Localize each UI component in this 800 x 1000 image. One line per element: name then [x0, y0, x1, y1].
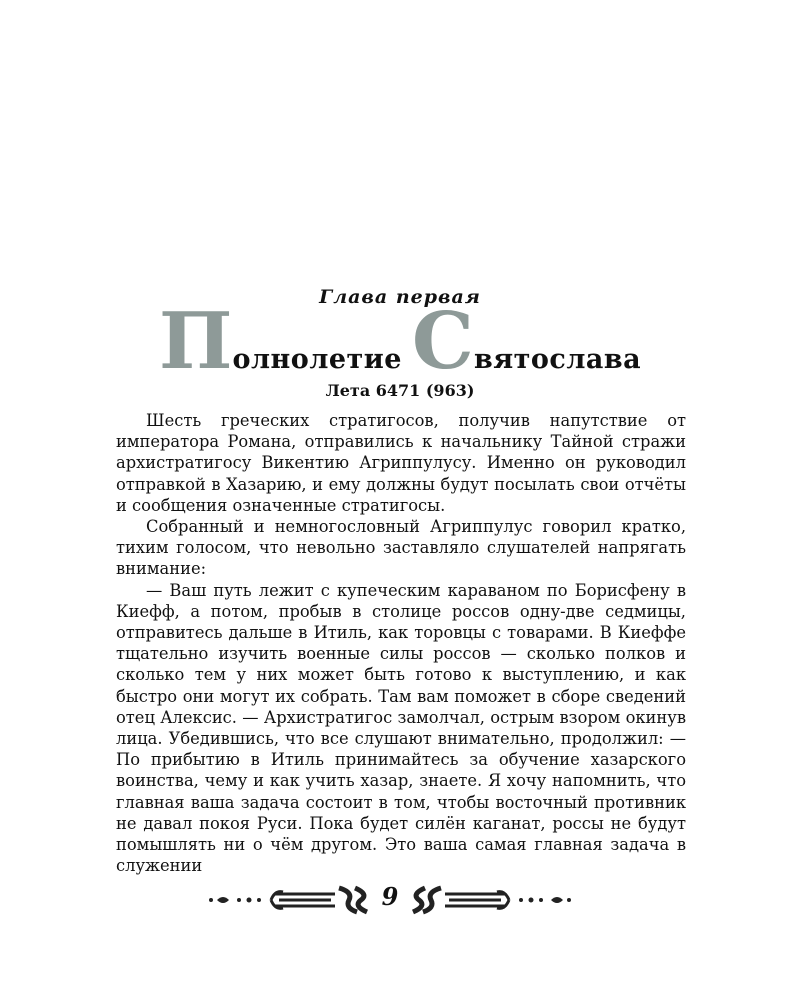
- drop-capital-1: П: [158, 296, 233, 387]
- page-footer: [0, 880, 800, 920]
- drop-capital-2: С: [411, 296, 474, 387]
- body-text: [116, 410, 686, 876]
- page-number: 9: [381, 882, 399, 911]
- chapter-title-part-2: вятослава: [473, 344, 642, 375]
- chapter-label: Глава первая: [319, 286, 481, 308]
- chapter-date: Лета 6471 (963): [325, 381, 475, 400]
- chapter-title-part-1: олнолетие: [232, 344, 412, 375]
- paragraph: Собранный и немногословный Агриппулус говорил кратко, тихим голосом, что невольно заставляло слушателей напрягать внимание:: [116, 517, 686, 579]
- paragraph: — Ваш путь лежит с купеческим караваном по Борисфену в Киефф, а потом, пробыв в столице россов одну-две седмицы, отправитесь дальше в Итиль, как торовцы с товарами. В Киеффе тщательно изучить военные силы россов — сколько полков и сколько тем у них может быть готово к выступлению, и как быстро они могут их собрать. Там вам поможет в сборе сведений отец Алексис. — Архистратигос замолчал, острым взором окинув лица. Убедившись, что все слушают внимательно, продолжил: — По прибытию в Итиль принимайтесь за обучение хазарского воинства, чему и как учить хазар, знаете. Я хочу напомнить, что главная ваша задача состоит в том, чтобы восточный противник не давал покоя Руси. Пока будет силён каганат, россы не будут помышлять ни о чём другом. Это ваша самая главная задача в служении: [116, 580, 686, 876]
- left-ornament-icon: [205, 880, 375, 920]
- right-ornament-icon: [405, 880, 575, 920]
- paragraph: Шесть греческих стратигосов, получив напутствие от императора Романа, отправились к начальнику Тайной стражи архистратигосу Викентию Агриппулусу. Именно он руководил отправкой в Хазарию, и ему должны будут посылать свои отчёты и сообщения означенные стратигосы.: [116, 411, 686, 515]
